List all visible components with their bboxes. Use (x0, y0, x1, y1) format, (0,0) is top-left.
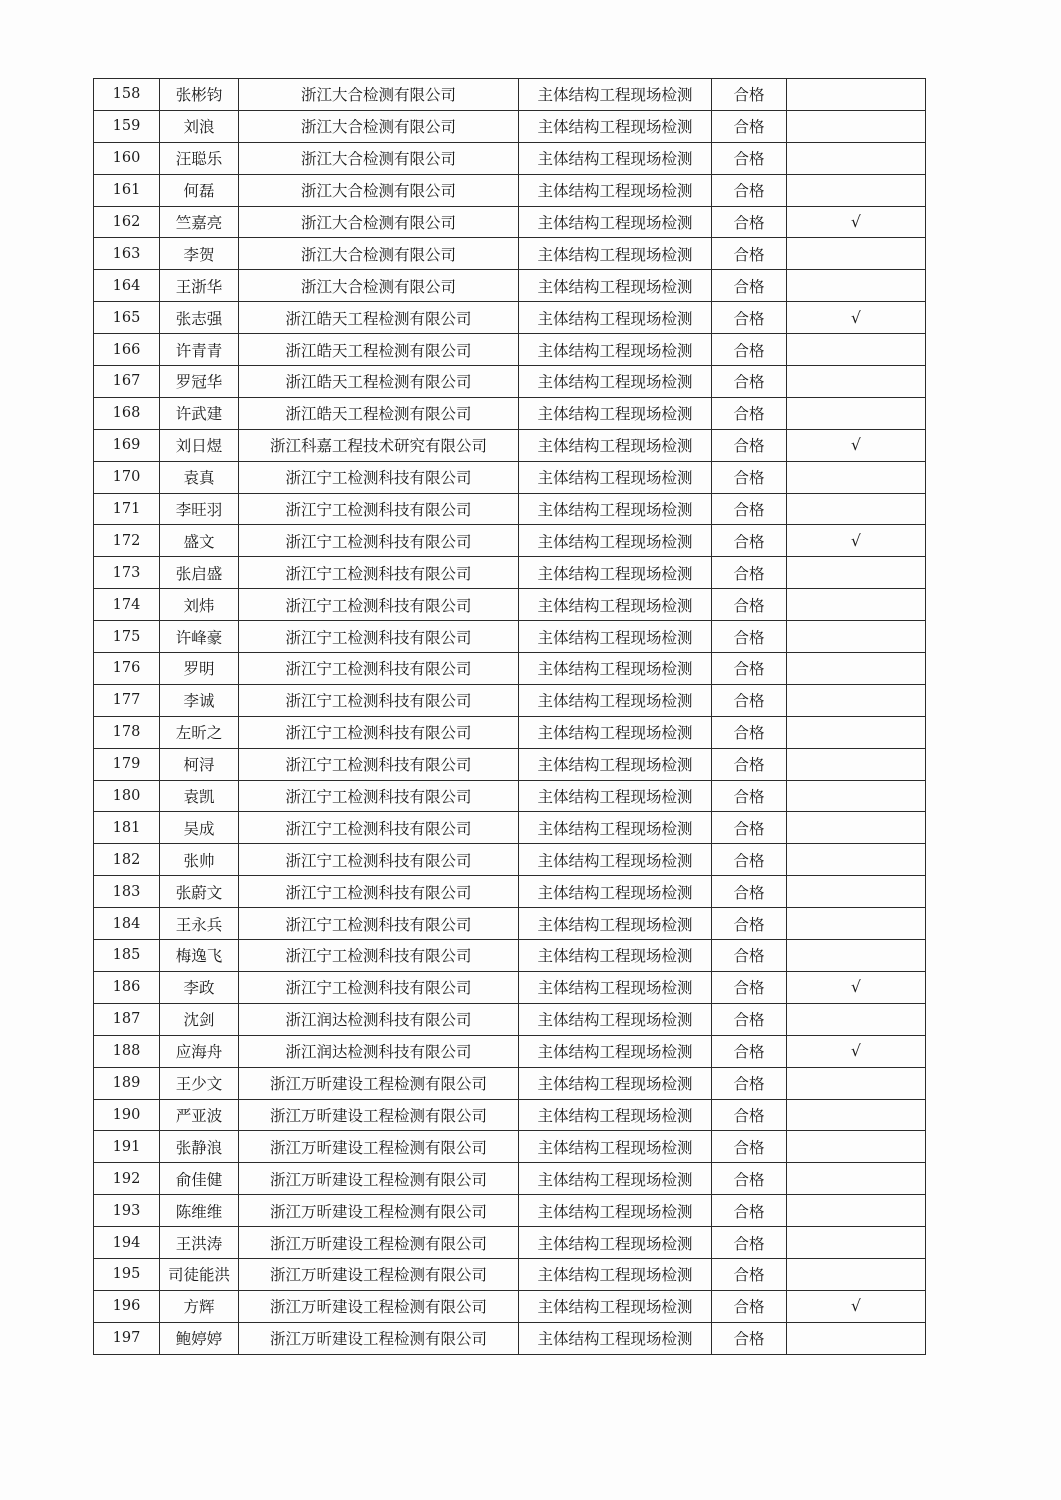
row-number: 195 (94, 1258, 160, 1290)
result-status: 合格 (712, 525, 787, 557)
company-name: 浙江万昕建设工程检测有限公司 (239, 1227, 519, 1259)
test-item: 主体结构工程现场检测 (519, 1003, 712, 1035)
result-status: 合格 (712, 1035, 787, 1067)
table-row (94, 1322, 926, 1354)
test-item: 主体结构工程现场检测 (519, 716, 712, 748)
table-row (94, 716, 926, 748)
check-mark (787, 334, 926, 366)
table-row (94, 940, 926, 972)
result-status: 合格 (712, 1003, 787, 1035)
company-name: 浙江宁工检测科技有限公司 (239, 876, 519, 908)
company-name: 浙江润达检测科技有限公司 (239, 1003, 519, 1035)
row-number: 186 (94, 971, 160, 1003)
row-number: 174 (94, 589, 160, 621)
check-mark (787, 461, 926, 493)
row-number: 184 (94, 908, 160, 940)
person-name: 竺嘉亮 (160, 206, 239, 238)
row-number: 183 (94, 876, 160, 908)
person-name: 张启盛 (160, 557, 239, 589)
person-name: 张帅 (160, 844, 239, 876)
person-name: 李诚 (160, 684, 239, 716)
table-row (94, 1131, 926, 1163)
person-name: 张蔚文 (160, 876, 239, 908)
table-row (94, 1003, 926, 1035)
table-row (94, 366, 926, 398)
result-status: 合格 (712, 397, 787, 429)
table-row (94, 174, 926, 206)
company-name: 浙江宁工检测科技有限公司 (239, 812, 519, 844)
person-name: 罗冠华 (160, 366, 239, 398)
row-number: 177 (94, 684, 160, 716)
check-mark (787, 1099, 926, 1131)
person-name: 王少文 (160, 1067, 239, 1099)
test-item: 主体结构工程现场检测 (519, 334, 712, 366)
company-name: 浙江万昕建设工程检测有限公司 (239, 1099, 519, 1131)
result-status: 合格 (712, 1322, 787, 1354)
test-item: 主体结构工程现场检测 (519, 1099, 712, 1131)
company-name: 浙江宁工检测科技有限公司 (239, 684, 519, 716)
table-row (94, 653, 926, 685)
person-name: 沈剑 (160, 1003, 239, 1035)
result-status: 合格 (712, 493, 787, 525)
table-row (94, 1258, 926, 1290)
check-mark: √ (787, 1035, 926, 1067)
company-name: 浙江万昕建设工程检测有限公司 (239, 1163, 519, 1195)
result-status: 合格 (712, 1258, 787, 1290)
table-row (94, 748, 926, 780)
person-name: 应海舟 (160, 1035, 239, 1067)
check-mark (787, 1227, 926, 1259)
result-status: 合格 (712, 621, 787, 653)
test-item: 主体结构工程现场检测 (519, 844, 712, 876)
check-mark (787, 876, 926, 908)
company-name: 浙江润达检测科技有限公司 (239, 1035, 519, 1067)
company-name: 浙江宁工检测科技有限公司 (239, 621, 519, 653)
row-number: 172 (94, 525, 160, 557)
result-status: 合格 (712, 716, 787, 748)
person-name: 许武建 (160, 397, 239, 429)
company-name: 浙江皓天工程检测有限公司 (239, 366, 519, 398)
result-status: 合格 (712, 876, 787, 908)
row-number: 175 (94, 621, 160, 653)
row-number: 194 (94, 1227, 160, 1259)
company-name: 浙江皓天工程检测有限公司 (239, 334, 519, 366)
company-name: 浙江宁工检测科技有限公司 (239, 716, 519, 748)
test-item: 主体结构工程现场检测 (519, 366, 712, 398)
test-item: 主体结构工程现场检测 (519, 1258, 712, 1290)
check-mark (787, 1258, 926, 1290)
row-number: 159 (94, 110, 160, 142)
row-number: 176 (94, 653, 160, 685)
company-name: 浙江大合检测有限公司 (239, 238, 519, 270)
check-mark (787, 366, 926, 398)
table-row (94, 1163, 926, 1195)
test-item: 主体结构工程现场检测 (519, 1322, 712, 1354)
result-status: 合格 (712, 174, 787, 206)
check-mark: √ (787, 302, 926, 334)
check-mark: √ (787, 1290, 926, 1322)
row-number: 188 (94, 1035, 160, 1067)
person-name: 袁凯 (160, 780, 239, 812)
check-mark (787, 716, 926, 748)
person-name: 柯浔 (160, 748, 239, 780)
company-name: 浙江大合检测有限公司 (239, 110, 519, 142)
check-mark (787, 684, 926, 716)
person-name: 袁真 (160, 461, 239, 493)
test-item: 主体结构工程现场检测 (519, 621, 712, 653)
company-name: 浙江科嘉工程技术研究有限公司 (239, 429, 519, 461)
row-number: 192 (94, 1163, 160, 1195)
result-status: 合格 (712, 206, 787, 238)
person-name: 刘炜 (160, 589, 239, 621)
test-item: 主体结构工程现场检测 (519, 1227, 712, 1259)
row-number: 197 (94, 1322, 160, 1354)
company-name: 浙江万昕建设工程检测有限公司 (239, 1131, 519, 1163)
person-name: 张静浪 (160, 1131, 239, 1163)
test-item: 主体结构工程现场检测 (519, 302, 712, 334)
test-item: 主体结构工程现场检测 (519, 270, 712, 302)
company-name: 浙江宁工检测科技有限公司 (239, 940, 519, 972)
table-row (94, 334, 926, 366)
test-item: 主体结构工程现场检测 (519, 876, 712, 908)
company-name: 浙江宁工检测科技有限公司 (239, 908, 519, 940)
person-name: 何磊 (160, 174, 239, 206)
result-status: 合格 (712, 1195, 787, 1227)
test-item: 主体结构工程现场检测 (519, 780, 712, 812)
result-status: 合格 (712, 1290, 787, 1322)
person-name: 严亚波 (160, 1099, 239, 1131)
person-name: 吴成 (160, 812, 239, 844)
person-name: 刘日煜 (160, 429, 239, 461)
test-item: 主体结构工程现场检测 (519, 1163, 712, 1195)
result-status: 合格 (712, 1227, 787, 1259)
row-number: 189 (94, 1067, 160, 1099)
table-row (94, 1195, 926, 1227)
row-number: 170 (94, 461, 160, 493)
company-name: 浙江万昕建设工程检测有限公司 (239, 1067, 519, 1099)
table-row (94, 429, 926, 461)
table-row (94, 461, 926, 493)
person-name: 许峰豪 (160, 621, 239, 653)
company-name: 浙江宁工检测科技有限公司 (239, 589, 519, 621)
check-mark (787, 748, 926, 780)
test-item: 主体结构工程现场检测 (519, 1131, 712, 1163)
result-status: 合格 (712, 780, 787, 812)
company-name: 浙江宁工检测科技有限公司 (239, 653, 519, 685)
test-item: 主体结构工程现场检测 (519, 397, 712, 429)
person-name: 王浙华 (160, 270, 239, 302)
test-item: 主体结构工程现场检测 (519, 461, 712, 493)
test-item: 主体结构工程现场检测 (519, 589, 712, 621)
result-status: 合格 (712, 1099, 787, 1131)
check-mark (787, 589, 926, 621)
table-row (94, 238, 926, 270)
result-status: 合格 (712, 684, 787, 716)
table-row (94, 621, 926, 653)
row-number: 179 (94, 748, 160, 780)
check-mark (787, 397, 926, 429)
person-name: 盛文 (160, 525, 239, 557)
results-table (93, 78, 926, 1355)
check-mark (787, 174, 926, 206)
check-mark (787, 780, 926, 812)
test-item: 主体结构工程现场检测 (519, 908, 712, 940)
result-status: 合格 (712, 812, 787, 844)
person-name: 刘浪 (160, 110, 239, 142)
company-name: 浙江万昕建设工程检测有限公司 (239, 1258, 519, 1290)
check-mark (787, 1003, 926, 1035)
person-name: 罗明 (160, 653, 239, 685)
table-row (94, 302, 926, 334)
table-row (94, 589, 926, 621)
check-mark (787, 1195, 926, 1227)
row-number: 163 (94, 238, 160, 270)
test-item: 主体结构工程现场检测 (519, 1067, 712, 1099)
result-status: 合格 (712, 238, 787, 270)
check-mark (787, 142, 926, 174)
table-row (94, 1035, 926, 1067)
table-row (94, 684, 926, 716)
table-row (94, 142, 926, 174)
row-number: 193 (94, 1195, 160, 1227)
row-number: 165 (94, 302, 160, 334)
check-mark: √ (787, 206, 926, 238)
check-mark (787, 940, 926, 972)
test-item: 主体结构工程现场检测 (519, 971, 712, 1003)
test-item: 主体结构工程现场检测 (519, 238, 712, 270)
result-status: 合格 (712, 142, 787, 174)
company-name: 浙江大合检测有限公司 (239, 174, 519, 206)
table-row (94, 525, 926, 557)
person-name: 方辉 (160, 1290, 239, 1322)
person-name: 李旺羽 (160, 493, 239, 525)
person-name: 俞佳健 (160, 1163, 239, 1195)
row-number: 173 (94, 557, 160, 589)
company-name: 浙江宁工检测科技有限公司 (239, 971, 519, 1003)
person-name: 左昕之 (160, 716, 239, 748)
result-status: 合格 (712, 110, 787, 142)
row-number: 160 (94, 142, 160, 174)
company-name: 浙江宁工检测科技有限公司 (239, 748, 519, 780)
row-number: 162 (94, 206, 160, 238)
row-number: 185 (94, 940, 160, 972)
test-item: 主体结构工程现场检测 (519, 142, 712, 174)
check-mark (787, 238, 926, 270)
person-name: 李贺 (160, 238, 239, 270)
check-mark (787, 1067, 926, 1099)
test-item: 主体结构工程现场检测 (519, 1195, 712, 1227)
test-item: 主体结构工程现场检测 (519, 812, 712, 844)
check-mark (787, 908, 926, 940)
table-row (94, 270, 926, 302)
check-mark (787, 1131, 926, 1163)
test-item: 主体结构工程现场检测 (519, 940, 712, 972)
result-status: 合格 (712, 940, 787, 972)
result-status: 合格 (712, 79, 787, 111)
table-row (94, 206, 926, 238)
check-mark (787, 493, 926, 525)
person-name: 梅逸飞 (160, 940, 239, 972)
company-name: 浙江宁工检测科技有限公司 (239, 557, 519, 589)
row-number: 161 (94, 174, 160, 206)
result-status: 合格 (712, 844, 787, 876)
test-item: 主体结构工程现场检测 (519, 493, 712, 525)
test-item: 主体结构工程现场检测 (519, 206, 712, 238)
result-status: 合格 (712, 557, 787, 589)
check-mark: √ (787, 971, 926, 1003)
person-name: 司徒能洪 (160, 1258, 239, 1290)
company-name: 浙江皓天工程检测有限公司 (239, 397, 519, 429)
row-number: 166 (94, 334, 160, 366)
table-row (94, 844, 926, 876)
table-row (94, 1290, 926, 1322)
result-status: 合格 (712, 334, 787, 366)
results-table-body (94, 79, 926, 1355)
test-item: 主体结构工程现场检测 (519, 174, 712, 206)
test-item: 主体结构工程现场检测 (519, 525, 712, 557)
test-item: 主体结构工程现场检测 (519, 1035, 712, 1067)
result-status: 合格 (712, 748, 787, 780)
check-mark (787, 844, 926, 876)
company-name: 浙江大合检测有限公司 (239, 79, 519, 111)
row-number: 196 (94, 1290, 160, 1322)
row-number: 168 (94, 397, 160, 429)
company-name: 浙江宁工检测科技有限公司 (239, 525, 519, 557)
table-row (94, 557, 926, 589)
table-row (94, 1099, 926, 1131)
row-number: 180 (94, 780, 160, 812)
company-name: 浙江宁工检测科技有限公司 (239, 493, 519, 525)
table-row (94, 876, 926, 908)
check-mark (787, 79, 926, 111)
check-mark (787, 110, 926, 142)
check-mark (787, 1163, 926, 1195)
row-number: 167 (94, 366, 160, 398)
row-number: 158 (94, 79, 160, 111)
test-item: 主体结构工程现场检测 (519, 110, 712, 142)
table-row (94, 1067, 926, 1099)
person-name: 李政 (160, 971, 239, 1003)
table-row (94, 780, 926, 812)
test-item: 主体结构工程现场检测 (519, 653, 712, 685)
table-row (94, 812, 926, 844)
test-item: 主体结构工程现场检测 (519, 684, 712, 716)
person-name: 王永兵 (160, 908, 239, 940)
company-name: 浙江万昕建设工程检测有限公司 (239, 1195, 519, 1227)
row-number: 164 (94, 270, 160, 302)
test-item: 主体结构工程现场检测 (519, 1290, 712, 1322)
result-status: 合格 (712, 589, 787, 621)
result-status: 合格 (712, 653, 787, 685)
result-status: 合格 (712, 429, 787, 461)
check-mark: √ (787, 429, 926, 461)
row-number: 171 (94, 493, 160, 525)
row-number: 191 (94, 1131, 160, 1163)
check-mark (787, 812, 926, 844)
person-name: 王洪涛 (160, 1227, 239, 1259)
company-name: 浙江宁工检测科技有限公司 (239, 844, 519, 876)
result-status: 合格 (712, 1163, 787, 1195)
table-row (94, 493, 926, 525)
table-row (94, 397, 926, 429)
row-number: 169 (94, 429, 160, 461)
person-name: 许青青 (160, 334, 239, 366)
row-number: 182 (94, 844, 160, 876)
test-item: 主体结构工程现场检测 (519, 748, 712, 780)
person-name: 汪聪乐 (160, 142, 239, 174)
test-item: 主体结构工程现场检测 (519, 557, 712, 589)
check-mark (787, 621, 926, 653)
table-row (94, 971, 926, 1003)
company-name: 浙江大合检测有限公司 (239, 206, 519, 238)
result-status: 合格 (712, 1131, 787, 1163)
test-item: 主体结构工程现场检测 (519, 79, 712, 111)
result-status: 合格 (712, 302, 787, 334)
person-name: 鲍婷婷 (160, 1322, 239, 1354)
result-status: 合格 (712, 908, 787, 940)
company-name: 浙江大合检测有限公司 (239, 142, 519, 174)
company-name: 浙江宁工检测科技有限公司 (239, 461, 519, 493)
company-name: 浙江大合检测有限公司 (239, 270, 519, 302)
company-name: 浙江万昕建设工程检测有限公司 (239, 1322, 519, 1354)
result-status: 合格 (712, 1067, 787, 1099)
company-name: 浙江万昕建设工程检测有限公司 (239, 1290, 519, 1322)
person-name: 陈维维 (160, 1195, 239, 1227)
result-status: 合格 (712, 366, 787, 398)
result-status: 合格 (712, 270, 787, 302)
check-mark (787, 557, 926, 589)
person-name: 张彬钧 (160, 79, 239, 111)
company-name: 浙江皓天工程检测有限公司 (239, 302, 519, 334)
row-number: 178 (94, 716, 160, 748)
test-item: 主体结构工程现场检测 (519, 429, 712, 461)
table-row (94, 908, 926, 940)
company-name: 浙江宁工检测科技有限公司 (239, 780, 519, 812)
result-status: 合格 (712, 461, 787, 493)
check-mark (787, 270, 926, 302)
row-number: 181 (94, 812, 160, 844)
table-row (94, 1227, 926, 1259)
row-number: 190 (94, 1099, 160, 1131)
table-row (94, 110, 926, 142)
check-mark: √ (787, 525, 926, 557)
person-name: 张志强 (160, 302, 239, 334)
result-status: 合格 (712, 971, 787, 1003)
check-mark (787, 1322, 926, 1354)
table-row (94, 79, 926, 111)
row-number: 187 (94, 1003, 160, 1035)
check-mark (787, 653, 926, 685)
